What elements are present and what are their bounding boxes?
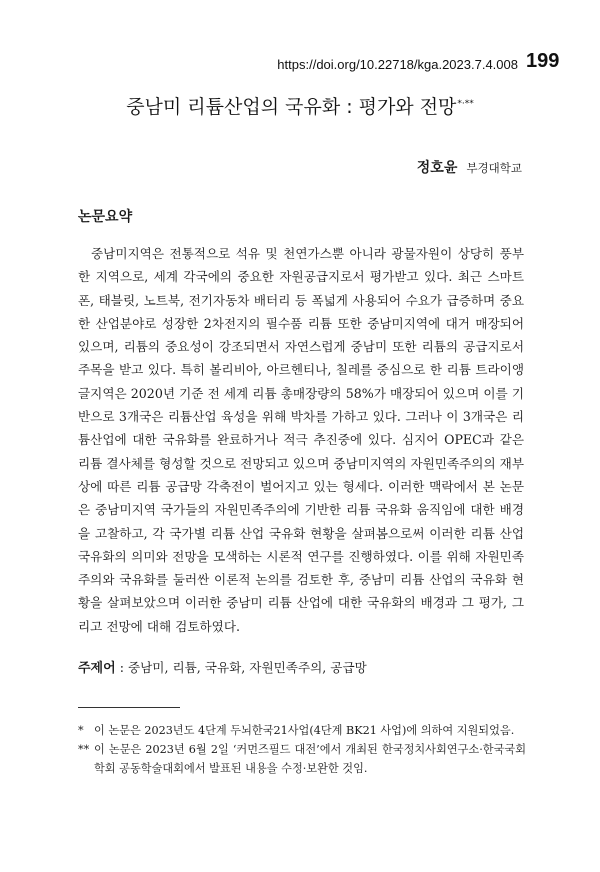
title-subtitle: 평가와 전망 [358, 96, 457, 118]
author-name: 정호윤 [416, 160, 458, 176]
page-number: 199 [526, 50, 560, 72]
footnote-divider [78, 707, 180, 708]
title-separator: : [346, 96, 353, 118]
author-line [417, 157, 522, 177]
footnotes [78, 721, 526, 778]
keywords-label: 주제어 [78, 661, 116, 676]
abstract-heading: 논문요약 [78, 209, 133, 225]
footnote-mark: ** [78, 743, 90, 756]
keywords [78, 657, 367, 676]
title-footnote-marks: *·** [457, 98, 474, 109]
footnote-item [78, 740, 526, 778]
title-main: 중남미 리튬산업의 국유화 [126, 96, 341, 118]
keywords-list: 중남미, 리튬, 국유화, 자원민족주의, 공급망 [127, 660, 367, 675]
doi-link[interactable]: https://doi.org/10.22718/kga.2023.7.4.008 [277, 57, 518, 72]
footnote-text: 이 논문은 2023년 6월 2일 ‘커먼즈필드 대전’에서 개최된 한국정치사회연구소·한국국회학회 공동학술대회에서 발표된 내용을 수정·보완한 것임. [94, 743, 526, 775]
author-affiliation: 부경대학교 [466, 161, 522, 175]
footnote-item [78, 721, 526, 740]
keywords-separator: : [119, 660, 124, 675]
paper-title [0, 92, 600, 119]
footnote-text: 이 논문은 2023년도 4단계 두뇌한국21사업(4단계 BK21 사업)에 의하여 지원되었음. [94, 724, 515, 737]
footnote-mark: * [78, 724, 84, 737]
abstract-body: 중남미지역은 전통적으로 석유 및 천연가스뿐 아니라 광물자원이 상당히 풍부한 지역으로, 세계 각국에의 중요한 자원공급지로서 평가받고 있다. 최근 스마트폰, 태블릿, 노트북, 전기자동차 배터리 등 폭넓게 사용되어 수요가 급증하며 중요한 산업분야로 성장한 2차전지의 필수품 리튬 또한 중남미지역에 대거 매장되어 있으며, 리튬의 중요성이 강조되면서 자연스럽게 중남미 또한 리튬의 공급지로서 주목을 받고 있다. 특히 볼리비아, 아르헨티나, 칠레를 중심으로 한 리튬 트라이앵글지역은 2020년 기준 전 세계 리튬 총매장량의 58%가 매장되어 있으며 이를 기반으로 3개국은 리튬산업 육성을 위해 박차를 가하고 있다. 그러나 이 3개국은 리튬산업에 대한 국유화를 완료하거나 적극 추진중에 있다. 심지어 OPEC과 같은 리튬 결사체를 형성할 것으로 전망되고 있으며 중남미지역의 자원민족주의의 재부상에 따른 리튬 공급망 각축전이 벌어지고 있는 형세다. 이러한 맥락에서 본 논문은 중남미지역 국가들의 자원민족주의에 기반한 리튬 국유화 움직임에 대한 배경을 고찰하고, 각 국가별 리튬 산업 국유화 현황을 살펴봄으로써 이러한 리튬 산업 국유화의 의미와 전망을 모색하는 시론적 연구를 진행하였다. 이를 위해 자원민족주의와 국유화를 둘러싼 이론적 논의를 검토한 후, 중남미 리튬 산업의 국유화 현황을 살펴보았으며 이러한 중남미 리튬 산업에 대한 국유화의 배경과 그 평가, 그리고 전망에 대해 검토하였다. [78, 246, 524, 634]
